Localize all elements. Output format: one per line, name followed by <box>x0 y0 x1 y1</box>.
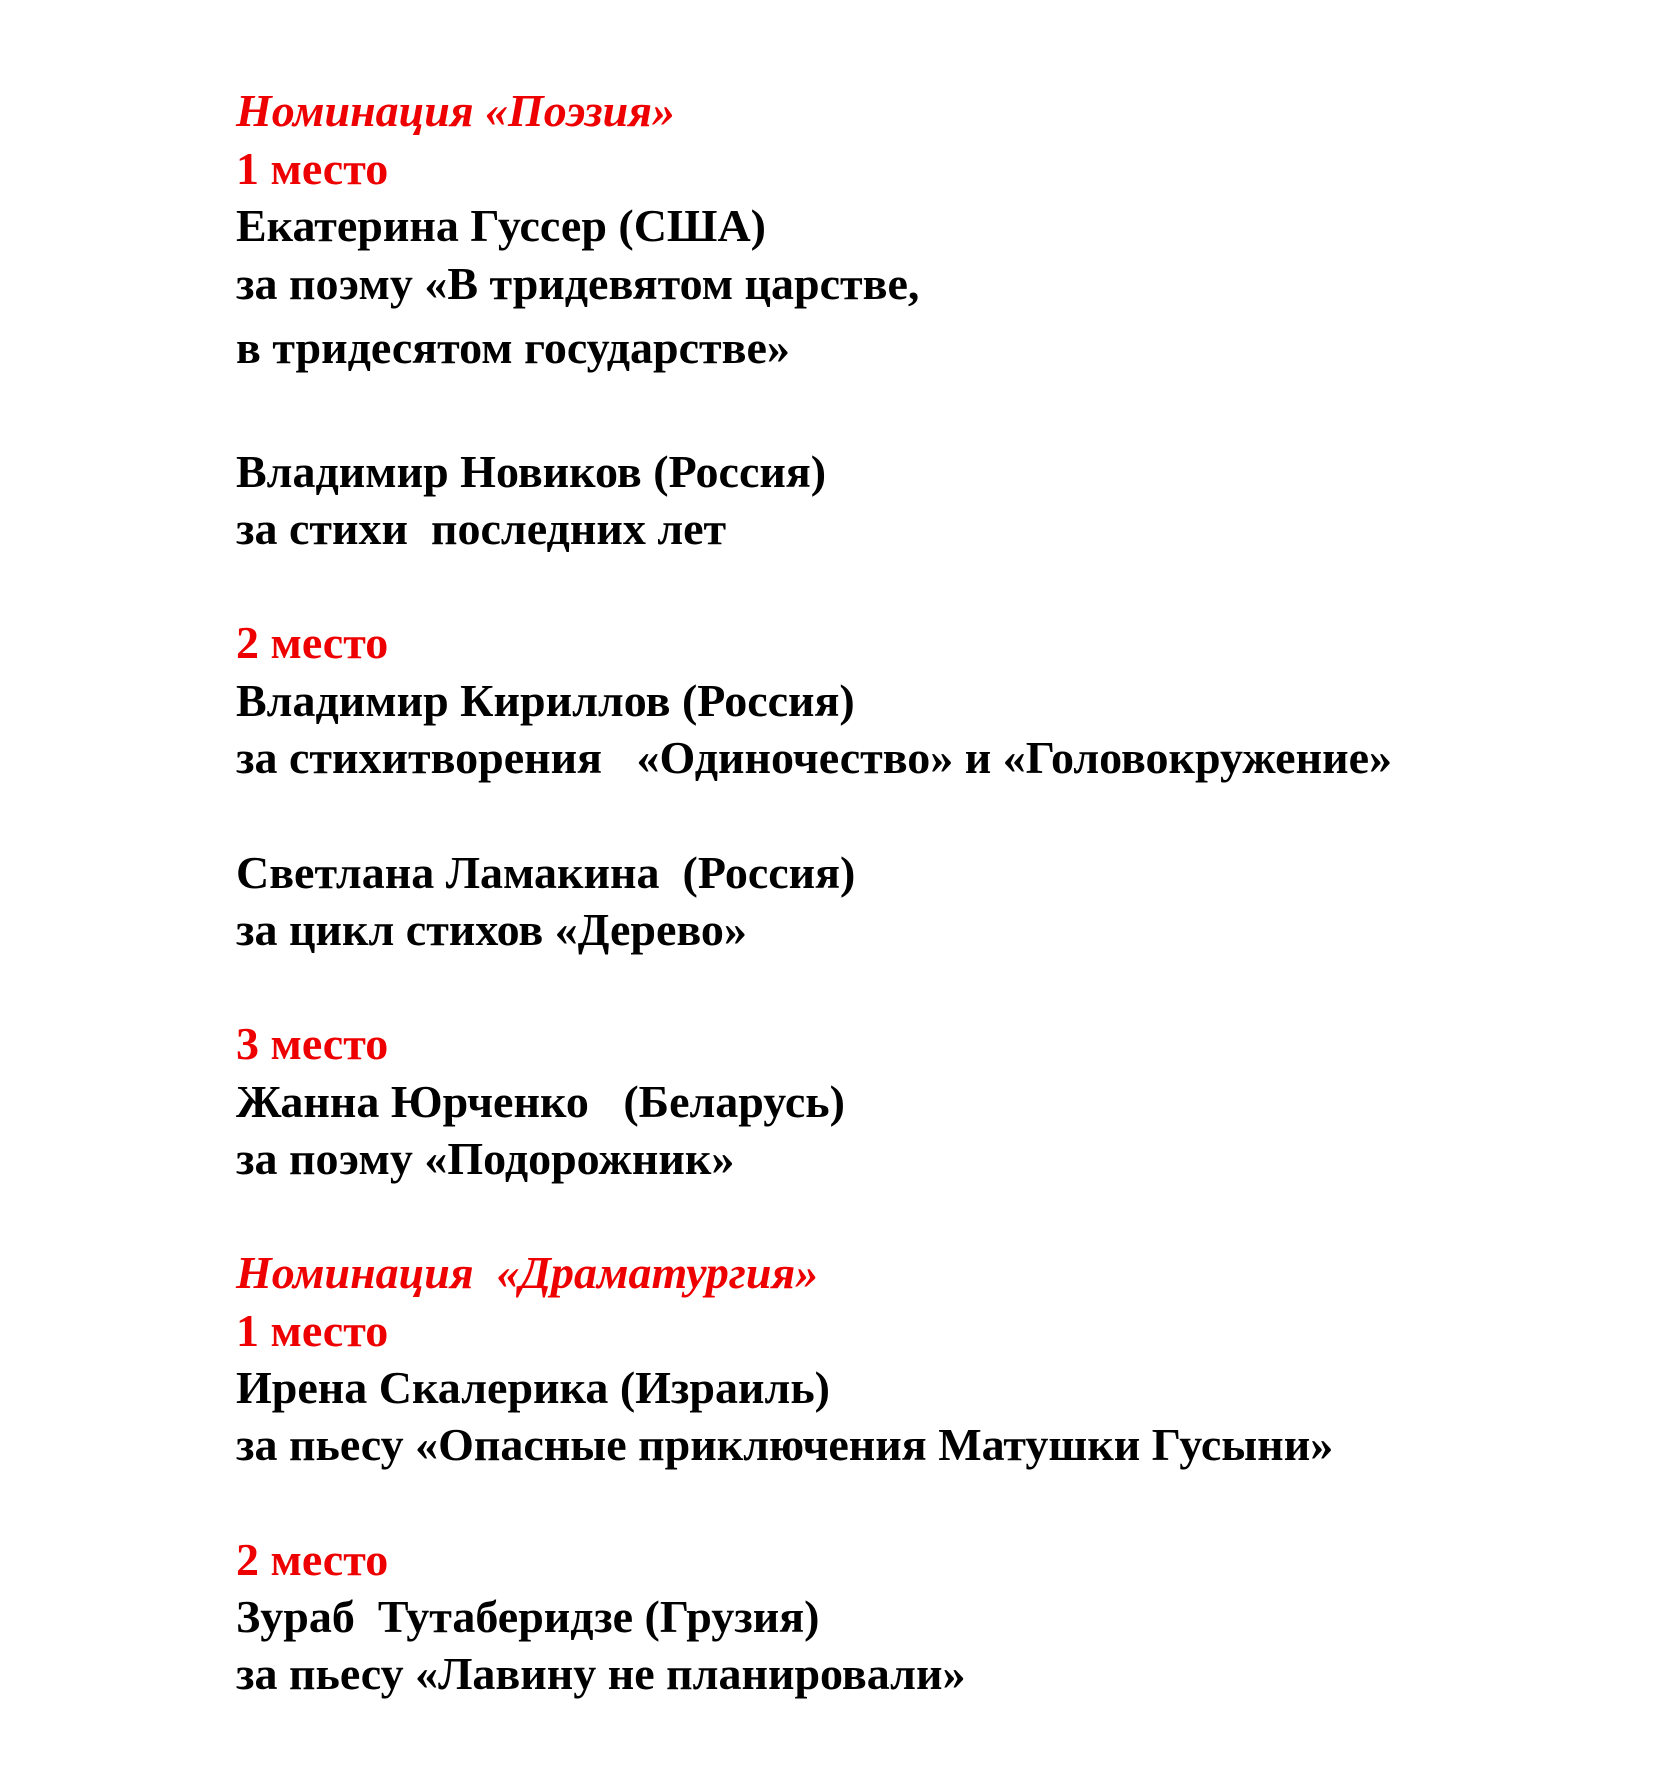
drama-place1-heading: 1 место <box>236 1305 389 1356</box>
drama-place2-winner1-work: за пьесу «Лавину не планировали» <box>236 1648 966 1699</box>
nomination-poetry-heading: Номинация «Поэзия» <box>236 85 675 136</box>
poetry-place2-heading: 2 место <box>236 617 389 668</box>
poetry-place1-heading: 1 место <box>236 143 389 194</box>
poetry-place1-winner1-name: Екатерина Гуссер (США) <box>236 200 766 251</box>
poetry-place3-heading: 3 место <box>236 1018 389 1069</box>
drama-place1-winner1-name: Ирена Скалерика (Израиль) <box>236 1362 830 1413</box>
drama-place1-winner1-work: за пьесу «Опасные приключения Матушки Гусыни» <box>236 1419 1334 1470</box>
nomination-drama-heading: Номинация «Драматургия» <box>236 1247 819 1298</box>
drama-place2-heading: 2 место <box>236 1534 389 1585</box>
poetry-place2-winner2-work: за цикл стихов «Дерево» <box>236 904 747 955</box>
poetry-place1-winner1-work-line2: в тридесятом государстве» <box>236 322 790 373</box>
poetry-place2-winner1-work: за стихитворения «Одиночество» и «Головокружение» <box>236 732 1393 783</box>
drama-place2-winner1-name: Зураб Тутаберидзе (Грузия) <box>236 1591 820 1642</box>
poetry-place1-winner2-name: Владимир Новиков (Россия) <box>236 446 827 497</box>
poetry-place3-winner1-name: Жанна Юрченко (Беларусь) <box>236 1076 845 1127</box>
poetry-place2-winner2-name: Светлана Ламакина (Россия) <box>236 847 856 898</box>
poetry-place2-winner1-name: Владимир Кириллов (Россия) <box>236 675 855 726</box>
poetry-place3-winner1-work: за поэму «Подорожник» <box>236 1133 735 1184</box>
poetry-place1-winner2-work: за стихи последних лет <box>236 503 727 554</box>
poetry-place1-winner1-work-line1: за поэму «В тридевятом царстве, <box>236 258 920 309</box>
